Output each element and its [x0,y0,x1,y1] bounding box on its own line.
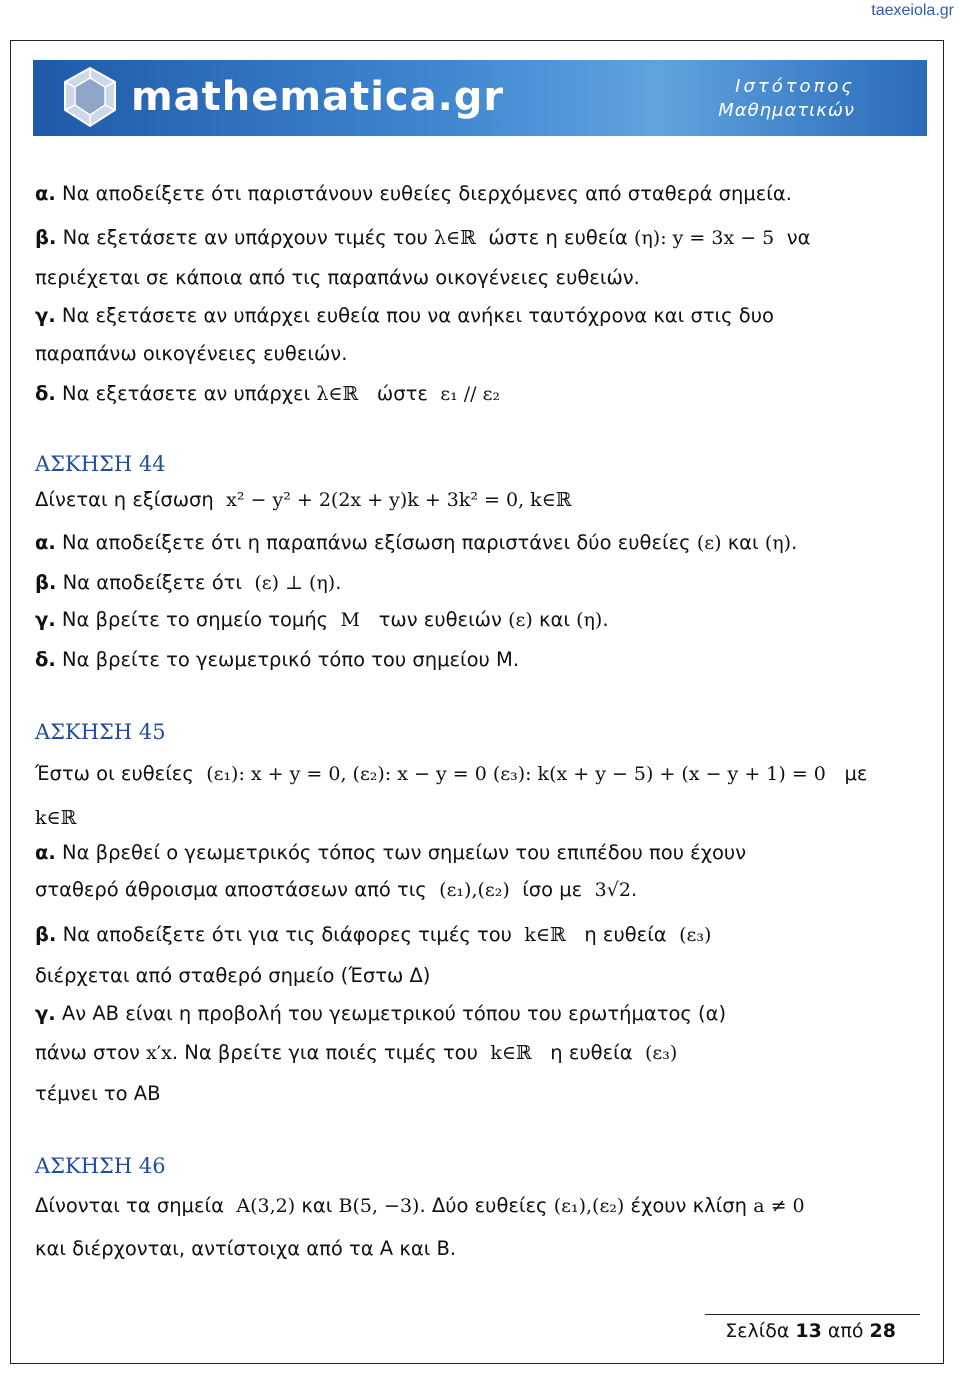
page-number: Σελίδα 13 από 28 [725,1320,896,1342]
exercise-44-heading: ΑΣΚΗΣΗ 44 [35,452,166,476]
site-link[interactable]: taexeiola.gr [871,2,954,19]
ex44-item-d: δ. Να βρείτε το γεωμετρικό τόπο του σημείου Μ. [35,648,520,671]
exercise-46-heading: ΑΣΚΗΣΗ 46 [35,1154,166,1178]
banner-tagline-1: Ιστότοπος [735,76,855,97]
ex46-given-cont: και διέρχονται, αντίστοιχα από τα Α και Β. [35,1237,457,1260]
ex45-item-a-cont: σταθερό άθροισμα αποστάσεων από τις (ε₁),(ε₂) ίσο με 3√2. [35,878,638,901]
ex46-given: Δίνονται τα σημεία A(3,2) και B(5, −3). Δύο ευθείες (ε₁),(ε₂) έχουν κλίση a ≠ 0 [35,1194,805,1217]
prev-item-b: β. Να εξετάσετε αν υπάρχουν τιμές του λ∈ℝ ώστε η ευθεία (η): y = 3x − 5 να [35,226,811,249]
ex45-item-c-cont-2: τέμνει το ΑΒ [35,1082,161,1105]
ex44-given: Δίνεται η εξίσωση x² − y² + 2(2x + y)k + 3k² = 0, k∈ℝ [35,488,572,511]
ex45-item-a: α. Να βρεθεί ο γεωμετρικός τόπος των σημείων του επιπέδου που έχουν [35,841,747,864]
ex45-item-c: γ. Αν ΑΒ είναι η προβολή του γεωμετρικού τόπου του ερωτήματος (α) [35,1002,727,1025]
prev-item-c-cont: παραπάνω οικογένειες ευθειών. [35,342,348,365]
ex45-given-cont: k∈ℝ [35,807,77,829]
logo-icon [57,64,123,130]
ex45-item-b: β. Να αποδείξετε ότι για τις διάφορες τιμές του k∈ℝ η ευθεία (ε₃) [35,923,712,946]
prev-item-d: δ. Να εξετάσετε αν υπάρχει λ∈ℝ ώστε ε₁ // ε₂ [35,382,501,405]
banner-site-name: mathematica.gr [131,74,505,120]
banner-tagline-2: Μαθηματικών [718,100,855,121]
ex45-item-b-cont: διέρχεται από σταθερό σημείο (Έστω Δ) [35,964,431,987]
exercise-45-heading: ΑΣΚΗΣΗ 45 [35,720,166,744]
ex44-item-c: γ. Να βρείτε το σημείο τομής M των ευθειών (ε) και (η). [35,608,609,631]
ex45-item-c-cont: πάνω στον x′x. Να βρείτε για ποιές τιμές του k∈ℝ η ευθεία (ε₃) [35,1041,678,1064]
prev-item-a: α. Να αποδείξετε ότι παριστάνουν ευθείες διερχόμενες από σταθερά σημεία. [35,182,792,205]
ex44-item-a: α. Να αποδείξετε ότι η παραπάνω εξίσωση παριστάνει δύο ευθείες (ε) και (η). [35,531,798,554]
ex45-given: Έστω οι ευθείες (ε₁): x + y = 0, (ε₂): x − y = 0 (ε₃): k(x + y − 5) + (x − y + 1) = 0 με [35,762,868,785]
header-banner [33,60,927,136]
ex44-item-b: β. Να αποδείξετε ότι (ε) ⊥ (η). [35,571,342,594]
prev-item-c: γ. Να εξετάσετε αν υπάρχει ευθεία που να ανήκει ταυτόχρονα και στις δυο [35,304,774,327]
prev-item-b-cont: περιέχεται σε κάποια από τις παραπάνω οικογένειες ευθειών. [35,266,640,289]
footer-rule [705,1314,920,1315]
